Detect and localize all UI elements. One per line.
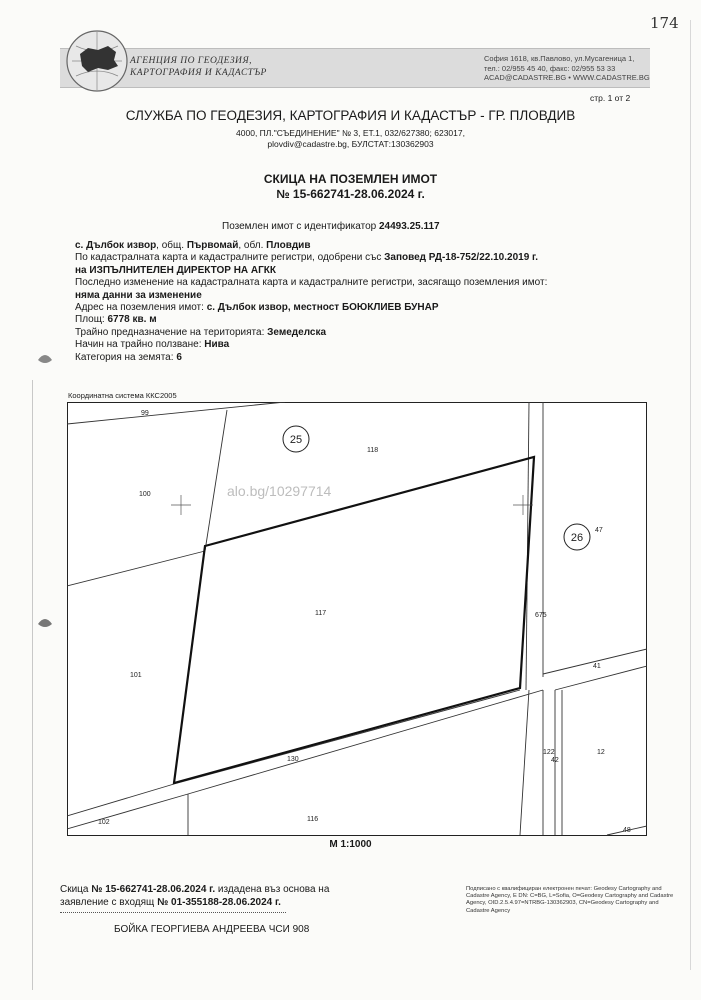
usage: Нива bbox=[204, 339, 230, 351]
electronic-seal-text: Подписано с квалифициран електронен печат: Geodesy Cartography and Cadastre Agency, E DN: C=BG, L=Sofia, O=Geodesy Cartography and Cadastre Agency, OID.2.5.4.97=NTRBG-130362903, CN=Geodesy Cartography and Cadastre Agency bbox=[466, 886, 674, 914]
identifier-label: Поземлен имот с идентификатор bbox=[222, 221, 377, 232]
category-label: Категория на земята: bbox=[75, 351, 174, 363]
parcel-122: 122 bbox=[543, 749, 555, 756]
block-26-label: 26 bbox=[570, 532, 584, 544]
handwritten-number: 174 bbox=[650, 14, 679, 32]
document-title bbox=[0, 172, 701, 202]
signer-name: БОЙКА ГЕОРГИЕВА АНДРЕЕВА ЧСИ 908 bbox=[114, 924, 310, 935]
punch-mark-bottom bbox=[36, 614, 54, 634]
scan-edge-right bbox=[690, 20, 691, 970]
title-line2: № 15-662741-28.06.2024 г. bbox=[276, 187, 425, 201]
parcel-42: 42 bbox=[551, 757, 559, 764]
office-address bbox=[0, 128, 701, 150]
watermark: alo.bg/10297714 bbox=[227, 483, 332, 499]
region: Пловдив bbox=[266, 240, 311, 251]
contact-line1: София 1618, кв.Павлово, ул.Мусагеница 1, bbox=[484, 54, 635, 63]
area: 6778 кв. м bbox=[107, 314, 157, 326]
issuance-basis: издадена въз основа на bbox=[217, 884, 330, 895]
map-scale: М 1:1000 bbox=[329, 839, 372, 850]
info-purpose bbox=[75, 327, 547, 339]
office-name: СЛУЖБА ПО ГЕОДЕЗИЯ, КАРТОГРАФИЯ И КАДАСТЪР - ГР. ПЛОВДИВ bbox=[125, 108, 576, 123]
village: с. Дълбок извор bbox=[75, 240, 157, 251]
agency-logo bbox=[64, 28, 130, 94]
parcel-100: 100 bbox=[139, 491, 151, 498]
parcel-41: 41 bbox=[593, 663, 601, 670]
area-label: Площ: bbox=[75, 314, 105, 326]
info-approved bbox=[75, 252, 547, 264]
parcel-116: 116 bbox=[307, 816, 319, 823]
info-usage bbox=[75, 339, 547, 351]
agency-name-line2: КАРТОГРАФИЯ И КАДАСТЪР bbox=[130, 68, 267, 78]
electronic-seal bbox=[466, 886, 676, 915]
issuance-line2 bbox=[60, 897, 329, 910]
municipality: Първомай bbox=[186, 240, 239, 251]
parcel-102: 102 bbox=[98, 819, 110, 826]
property-identifier bbox=[222, 221, 440, 232]
info-category bbox=[75, 352, 547, 364]
info-order-by bbox=[75, 265, 547, 277]
identifier-value: 24493.25.117 bbox=[378, 221, 440, 232]
page-number: стр. 1 от 2 bbox=[590, 93, 631, 103]
parcel-47: 47 bbox=[595, 527, 603, 534]
coordinate-system: Координатна система ККС2005 bbox=[68, 391, 177, 400]
application-number: № 01-355188-28.06.2024 г. bbox=[157, 896, 281, 908]
info-area bbox=[75, 314, 547, 326]
parcel-101: 101 bbox=[130, 672, 142, 679]
info-last-change-label: Последно изменение на кадастралната карта и кадастралните регистри, засягащо поземления имот: bbox=[75, 277, 548, 289]
address: с. Дълбок извор, местност БОЮКЛИЕВ БУНАР bbox=[206, 302, 439, 314]
order: Заповед РД-18-752/22.10.2019 г. bbox=[384, 252, 538, 264]
parcel-130: 130 bbox=[287, 756, 299, 763]
block-25-label: 25 bbox=[289, 434, 303, 446]
office-address-line2: plovdiv@cadastre.bg, БУЛСТАТ:130362903 bbox=[267, 139, 434, 149]
agency-contact bbox=[484, 54, 650, 83]
contact-line3: ACAD@CADASTRE.BG • WWW.CADASTRE.BG bbox=[484, 73, 650, 82]
order-by: на ИЗПЪЛНИТЕЛЕН ДИРЕКТОР НА АГКК bbox=[75, 264, 277, 276]
agency-name-line1: АГЕНЦИЯ ПО ГЕОДЕЗИЯ, bbox=[130, 56, 253, 66]
issuance-line1 bbox=[60, 884, 329, 897]
issuance-sketch-label: Скица bbox=[60, 884, 89, 895]
purpose: Земеделска bbox=[267, 326, 327, 338]
signature-dotted-line bbox=[60, 912, 286, 913]
punch-mark-top bbox=[36, 350, 54, 370]
issuance-note bbox=[60, 884, 329, 909]
application-label: заявление с входящ bbox=[60, 896, 155, 908]
usage-label: Начин на трайно ползване: bbox=[75, 339, 202, 351]
parcel-48: 48 bbox=[623, 827, 631, 834]
parcel-118: 118 bbox=[367, 447, 379, 454]
contact-line2: тел.: 02/955 45 40, факс: 02/955 53 33 bbox=[484, 63, 616, 73]
info-address bbox=[75, 302, 547, 314]
municipality-label: , общ. bbox=[156, 240, 185, 251]
issuance-sketch-number: № 15-662741-28.06.2024 г. bbox=[91, 884, 216, 895]
office-address-line1: 4000, ПЛ."СЪЕДИНЕНИЕ" № 3, ЕТ.1, 032/627380; 623017, bbox=[236, 128, 465, 138]
info-last-change bbox=[75, 290, 547, 302]
map-frame bbox=[68, 403, 647, 836]
category: 6 bbox=[176, 351, 182, 363]
parcel-99: 99 bbox=[141, 410, 149, 417]
parcel-12: 12 bbox=[597, 749, 605, 756]
region-label: , обл. bbox=[238, 240, 264, 251]
scan-edge-left bbox=[32, 380, 33, 990]
purpose-label: Трайно предназначение на територията: bbox=[75, 326, 265, 338]
parcel-117: 117 bbox=[315, 610, 327, 617]
property-info bbox=[75, 240, 547, 364]
info-location bbox=[75, 240, 547, 252]
address-label: Адрес на поземления имот: bbox=[75, 302, 204, 314]
parcel-675: 675 bbox=[535, 612, 547, 619]
title-line1: СКИЦА НА ПОЗЕМЛЕН ИМОТ bbox=[263, 172, 438, 186]
cadastral-map bbox=[67, 402, 647, 836]
approved-label: По кадастралната карта и кадастралните регистри, одобрени със bbox=[75, 252, 382, 264]
last-change: няма данни за изменение bbox=[75, 289, 202, 301]
agency-name bbox=[130, 55, 267, 79]
